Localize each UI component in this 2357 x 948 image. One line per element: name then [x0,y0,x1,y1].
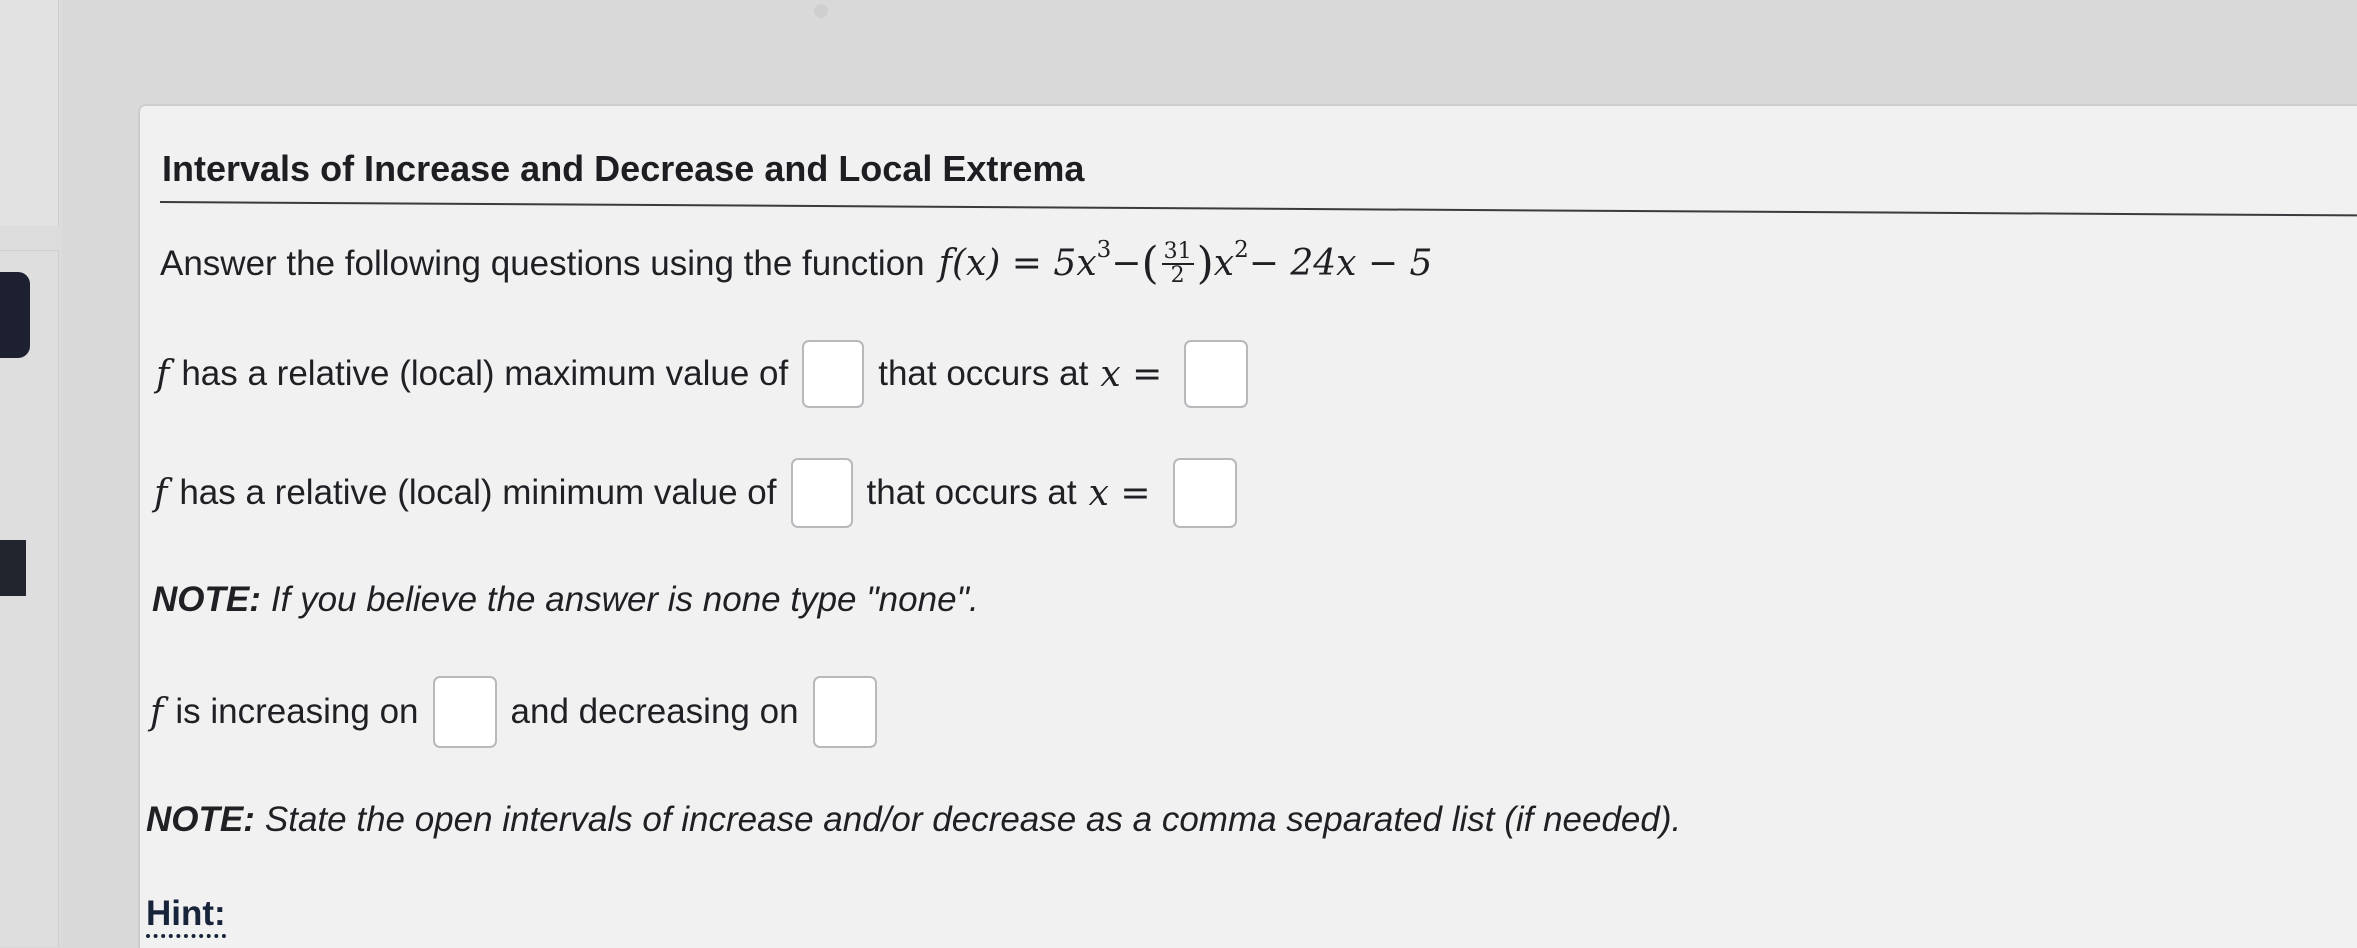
note-text: If you believe the answer is none type "none". [270,580,979,619]
max-occurs-text: that occurs at [878,354,1089,393]
max-text: has a relative (local) maximum value of [181,354,789,393]
hint-link[interactable]: Hint: [146,894,226,938]
note-intervals [146,800,1681,840]
question-title: Intervals of Increase and Decrease and Local Extrema [162,148,1085,189]
exponent-3: 3 [1096,236,1112,263]
f-symbol: f [154,472,168,514]
sidebar-upper-panel [0,0,59,226]
intro-text: Answer the following questions using the function [160,243,925,283]
increasing-text: is increasing on [175,692,419,731]
x-equals: x = [1088,472,1151,514]
note-label: NOTE: [146,800,255,839]
sidebar-tab-marker[interactable] [0,540,26,596]
exponent-2: 2 [1234,236,1249,263]
fraction-denominator: 2 [1170,262,1185,288]
increasing-input[interactable] [433,676,497,748]
decreasing-input[interactable] [813,676,877,748]
intervals-line [150,676,891,748]
x-equals: x = [1100,353,1163,395]
decreasing-text: and decreasing on [510,692,799,731]
min-occurs-text: that occurs at [866,473,1077,512]
function-lhs: f(x) = 5x [938,243,1097,284]
intro-line [160,238,1432,289]
left-sidebar-strip [0,0,62,946]
max-value-input[interactable] [802,340,864,408]
min-x-input[interactable] [1173,458,1237,528]
min-value-input[interactable] [791,458,853,528]
min-text: has a relative (local) minimum value of [179,473,777,512]
x-term: x [1213,243,1235,284]
sidebar-tab-handle[interactable] [0,272,30,358]
max-line [156,340,1262,408]
close-paren: ) [1196,238,1214,289]
minus-sign: − [1111,243,1142,284]
note-none [152,580,979,620]
camera-dot [814,4,828,18]
f-symbol: f [156,353,170,395]
note-text: State the open intervals of increase and/or decrease as a comma separated list (if needed). [264,800,1682,839]
function-rest: − 24x − 5 [1248,243,1433,284]
max-x-input[interactable] [1184,340,1248,408]
f-symbol: f [150,691,164,733]
min-line [154,458,1251,528]
open-paren: ( [1141,238,1159,289]
fraction [1162,238,1194,288]
note-label: NOTE: [152,580,261,619]
fraction-numerator: 31 [1163,238,1192,264]
